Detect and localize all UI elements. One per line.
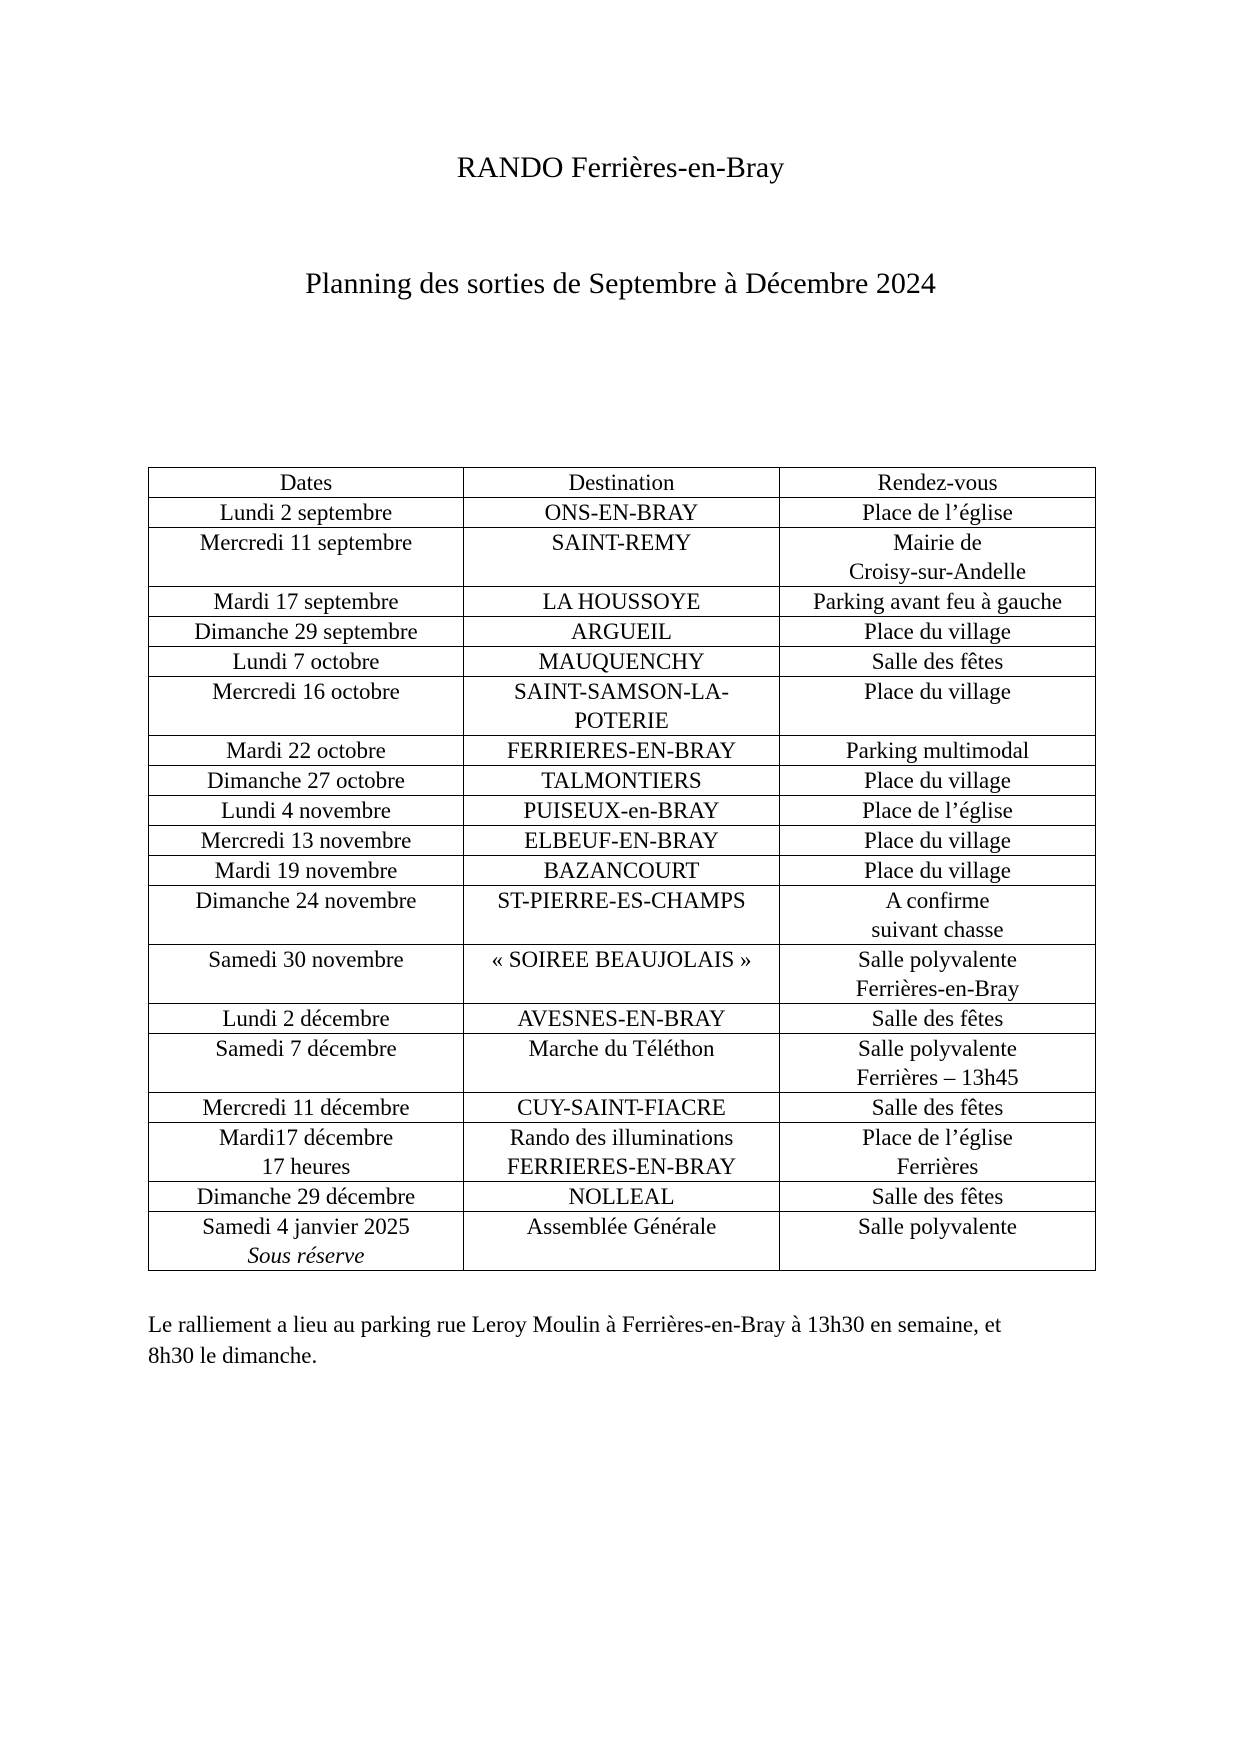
destination-cell-line: Rando des illuminations	[509, 1125, 734, 1150]
date-cell	[149, 1123, 464, 1182]
rendez-vous-cell-line: Place de l’église	[862, 500, 1013, 525]
destination-cell	[464, 1212, 780, 1271]
rendez-vous-cell-line: Place de l’église	[862, 1125, 1013, 1150]
rendez-vous-cell-line: Ferrières	[896, 1154, 979, 1179]
date-cell-line: Dimanche 24 novembre	[195, 888, 417, 913]
rendez-vous-cell	[780, 736, 1096, 766]
rendez-vous-cell	[780, 528, 1096, 587]
table-row	[149, 498, 1096, 528]
date-cell-line: Lundi 7 octobre	[232, 649, 380, 674]
header-destination: Destination	[464, 468, 780, 498]
rendez-vous-cell	[780, 796, 1096, 826]
date-cell	[149, 886, 464, 945]
destination-cell-line: CUY-SAINT-FIACRE	[517, 1095, 726, 1120]
date-cell-line: Lundi 4 novembre	[221, 798, 391, 823]
rendez-vous-cell	[780, 1034, 1096, 1093]
rendez-vous-cell-line: Salle des fêtes	[871, 1184, 1004, 1209]
rendez-vous-cell	[780, 766, 1096, 796]
destination-cell	[464, 796, 780, 826]
rendez-vous-cell	[780, 587, 1096, 617]
rendez-vous-cell-line: Place du village	[864, 619, 1011, 644]
rally-note	[148, 1309, 1098, 1371]
date-cell-line: Mercredi 11 septembre	[199, 530, 413, 555]
destination-cell	[464, 617, 780, 647]
rendez-vous-cell-line: Salle des fêtes	[871, 1095, 1004, 1120]
date-cell-line: Mardi17 décembre	[218, 1125, 394, 1150]
date-cell	[149, 647, 464, 677]
destination-cell	[464, 1123, 780, 1182]
table-row	[149, 796, 1096, 826]
date-cell	[149, 1034, 464, 1093]
destination-cell	[464, 677, 780, 736]
table-row	[149, 886, 1096, 945]
table-header-row	[149, 468, 1096, 498]
rendez-vous-cell	[780, 1093, 1096, 1123]
planning-table	[148, 467, 1096, 1271]
rendez-vous-cell-line: Salle des fêtes	[871, 649, 1004, 674]
destination-cell	[464, 856, 780, 886]
destination-cell	[464, 1093, 780, 1123]
destination-cell	[464, 945, 780, 1004]
date-cell	[149, 528, 464, 587]
destination-cell-line: MAUQUENCHY	[538, 649, 705, 674]
destination-cell	[464, 647, 780, 677]
rendez-vous-cell	[780, 498, 1096, 528]
document-title: RANDO Ferrières-en-Bray	[456, 151, 785, 184]
rendez-vous-cell	[780, 1004, 1096, 1034]
destination-cell	[464, 1034, 780, 1093]
date-cell	[149, 856, 464, 886]
rendez-vous-cell-line: Parking avant feu à gauche	[812, 589, 1063, 614]
table-row	[149, 766, 1096, 796]
table-row	[149, 1123, 1096, 1182]
date-cell-line: Lundi 2 décembre	[222, 1006, 390, 1031]
destination-cell-line: ARGUEIL	[571, 619, 672, 644]
table-row	[149, 1034, 1096, 1093]
rendez-vous-cell-line: Place du village	[864, 768, 1011, 793]
destination-cell-line: ONS-EN-BRAY	[544, 500, 699, 525]
destination-cell-line: BAZANCOURT	[543, 858, 700, 883]
date-cell	[149, 498, 464, 528]
destination-cell-line: FERRIERES-EN-BRAY	[506, 1154, 737, 1179]
date-cell	[149, 945, 464, 1004]
date-cell	[149, 1004, 464, 1034]
rendez-vous-cell-line: Place du village	[864, 679, 1011, 704]
destination-cell-line: ELBEUF-EN-BRAY	[524, 828, 719, 853]
date-cell	[149, 826, 464, 856]
date-cell-line: Dimanche 29 septembre	[194, 619, 418, 644]
date-cell-line: Dimanche 29 décembre	[196, 1184, 416, 1209]
date-cell-line: Samedi 7 décembre	[215, 1036, 397, 1061]
destination-cell-line: AVESNES-EN-BRAY	[517, 1006, 726, 1031]
destination-cell-line: « SOIREE BEAUJOLAIS »	[491, 947, 752, 972]
header-dates: Dates	[149, 468, 464, 498]
date-cell	[149, 587, 464, 617]
rendez-vous-cell-line: Salle polyvalente	[857, 1036, 1018, 1061]
table-row	[149, 856, 1096, 886]
table-row	[149, 945, 1096, 1004]
rendez-vous-cell	[780, 886, 1096, 945]
rendez-vous-cell	[780, 1212, 1096, 1271]
destination-cell-line: FERRIERES-EN-BRAY	[506, 738, 737, 763]
destination-cell-line: Assemblée Générale	[526, 1214, 717, 1239]
destination-cell	[464, 736, 780, 766]
rendez-vous-cell	[780, 1123, 1096, 1182]
rendez-vous-cell	[780, 677, 1096, 736]
rendez-vous-cell-line: Place du village	[864, 858, 1011, 883]
planning-table-body	[149, 498, 1096, 1271]
rendez-vous-cell-line: Croisy-sur-Andelle	[848, 559, 1027, 584]
rendez-vous-cell-line: Mairie de	[893, 530, 982, 555]
date-cell-line: Mardi 19 novembre	[214, 858, 398, 883]
table-row	[149, 826, 1096, 856]
header-rendez-vous: Rendez-vous	[780, 468, 1096, 498]
destination-cell	[464, 766, 780, 796]
date-cell	[149, 1093, 464, 1123]
destination-cell-line: SAINT-SAMSON-LA-	[513, 679, 730, 704]
date-cell-line: 17 heures	[261, 1154, 351, 1179]
date-cell	[149, 766, 464, 796]
date-cell-line: Mercredi 16 octobre	[212, 679, 400, 704]
destination-cell	[464, 886, 780, 945]
table-row	[149, 528, 1096, 587]
date-cell-line: Dimanche 27 octobre	[207, 768, 405, 793]
rally-note-line: 8h30 le dimanche.	[148, 1343, 318, 1368]
date-cell	[149, 796, 464, 826]
rendez-vous-cell	[780, 826, 1096, 856]
destination-cell-line: ST-PIERRE-ES-CHAMPS	[497, 888, 746, 913]
rendez-vous-cell-line: Place du village	[864, 828, 1011, 853]
rally-note-line: Le ralliement a lieu au parking rue Leroy Moulin à Ferrières-en-Bray à 13h30 en semaine, et	[148, 1312, 1002, 1337]
rendez-vous-cell-line: Salle polyvalente	[857, 1214, 1018, 1239]
rendez-vous-cell-line: A confirme	[885, 888, 990, 913]
date-cell	[149, 677, 464, 736]
rendez-vous-cell	[780, 1182, 1096, 1212]
table-row	[149, 1004, 1096, 1034]
rendez-vous-cell	[780, 945, 1096, 1004]
date-cell-line: Mardi 17 septembre	[213, 589, 399, 614]
destination-cell-line: Marche du Téléthon	[528, 1036, 715, 1061]
table-row	[149, 617, 1096, 647]
date-cell	[149, 736, 464, 766]
rendez-vous-cell	[780, 617, 1096, 647]
date-cell-line: Mardi 22 octobre	[226, 738, 386, 763]
date-cell-line: Samedi 4 janvier 2025	[202, 1214, 410, 1239]
date-cell	[149, 617, 464, 647]
destination-cell	[464, 498, 780, 528]
date-cell-line: Mercredi 13 novembre	[200, 828, 412, 853]
table-row	[149, 647, 1096, 677]
destination-cell-line: NOLLEAL	[568, 1184, 675, 1209]
document-subtitle: Planning des sorties de Septembre à Décembre 2024	[305, 267, 936, 300]
date-cell-line: Samedi 30 novembre	[208, 947, 404, 972]
table-row	[149, 1212, 1096, 1271]
rendez-vous-cell-line: Salle polyvalente	[857, 947, 1018, 972]
destination-cell	[464, 587, 780, 617]
table-row	[149, 736, 1096, 766]
destination-cell-line: TALMONTIERS	[541, 768, 702, 793]
destination-cell	[464, 826, 780, 856]
table-row	[149, 677, 1096, 736]
date-cell-line: Lundi 2 septembre	[219, 500, 393, 525]
rendez-vous-cell-line: Ferrières-en-Bray	[855, 976, 1020, 1001]
destination-cell-line: PUISEUX-en-BRAY	[523, 798, 720, 823]
table-row	[149, 1093, 1096, 1123]
date-cell-line: Mercredi 11 décembre	[202, 1095, 410, 1120]
destination-cell	[464, 1004, 780, 1034]
date-cell-line: Sous réserve	[247, 1243, 365, 1268]
destination-cell-line: LA HOUSSOYE	[542, 589, 701, 614]
rendez-vous-cell-line: Parking multimodal	[845, 738, 1030, 763]
destination-cell	[464, 528, 780, 587]
destination-cell	[464, 1182, 780, 1212]
rendez-vous-cell-line: Ferrières – 13h45	[856, 1065, 1019, 1090]
rendez-vous-cell	[780, 647, 1096, 677]
destination-cell-line: POTERIE	[574, 708, 669, 733]
table-row	[149, 1182, 1096, 1212]
rendez-vous-cell-line: suivant chasse	[871, 917, 1004, 942]
date-cell	[149, 1182, 464, 1212]
rendez-vous-cell-line: Place de l’église	[862, 798, 1013, 823]
destination-cell-line: SAINT-REMY	[551, 530, 692, 555]
date-cell	[149, 1212, 464, 1271]
rendez-vous-cell	[780, 856, 1096, 886]
table-row	[149, 587, 1096, 617]
rendez-vous-cell-line: Salle des fêtes	[871, 1006, 1004, 1031]
